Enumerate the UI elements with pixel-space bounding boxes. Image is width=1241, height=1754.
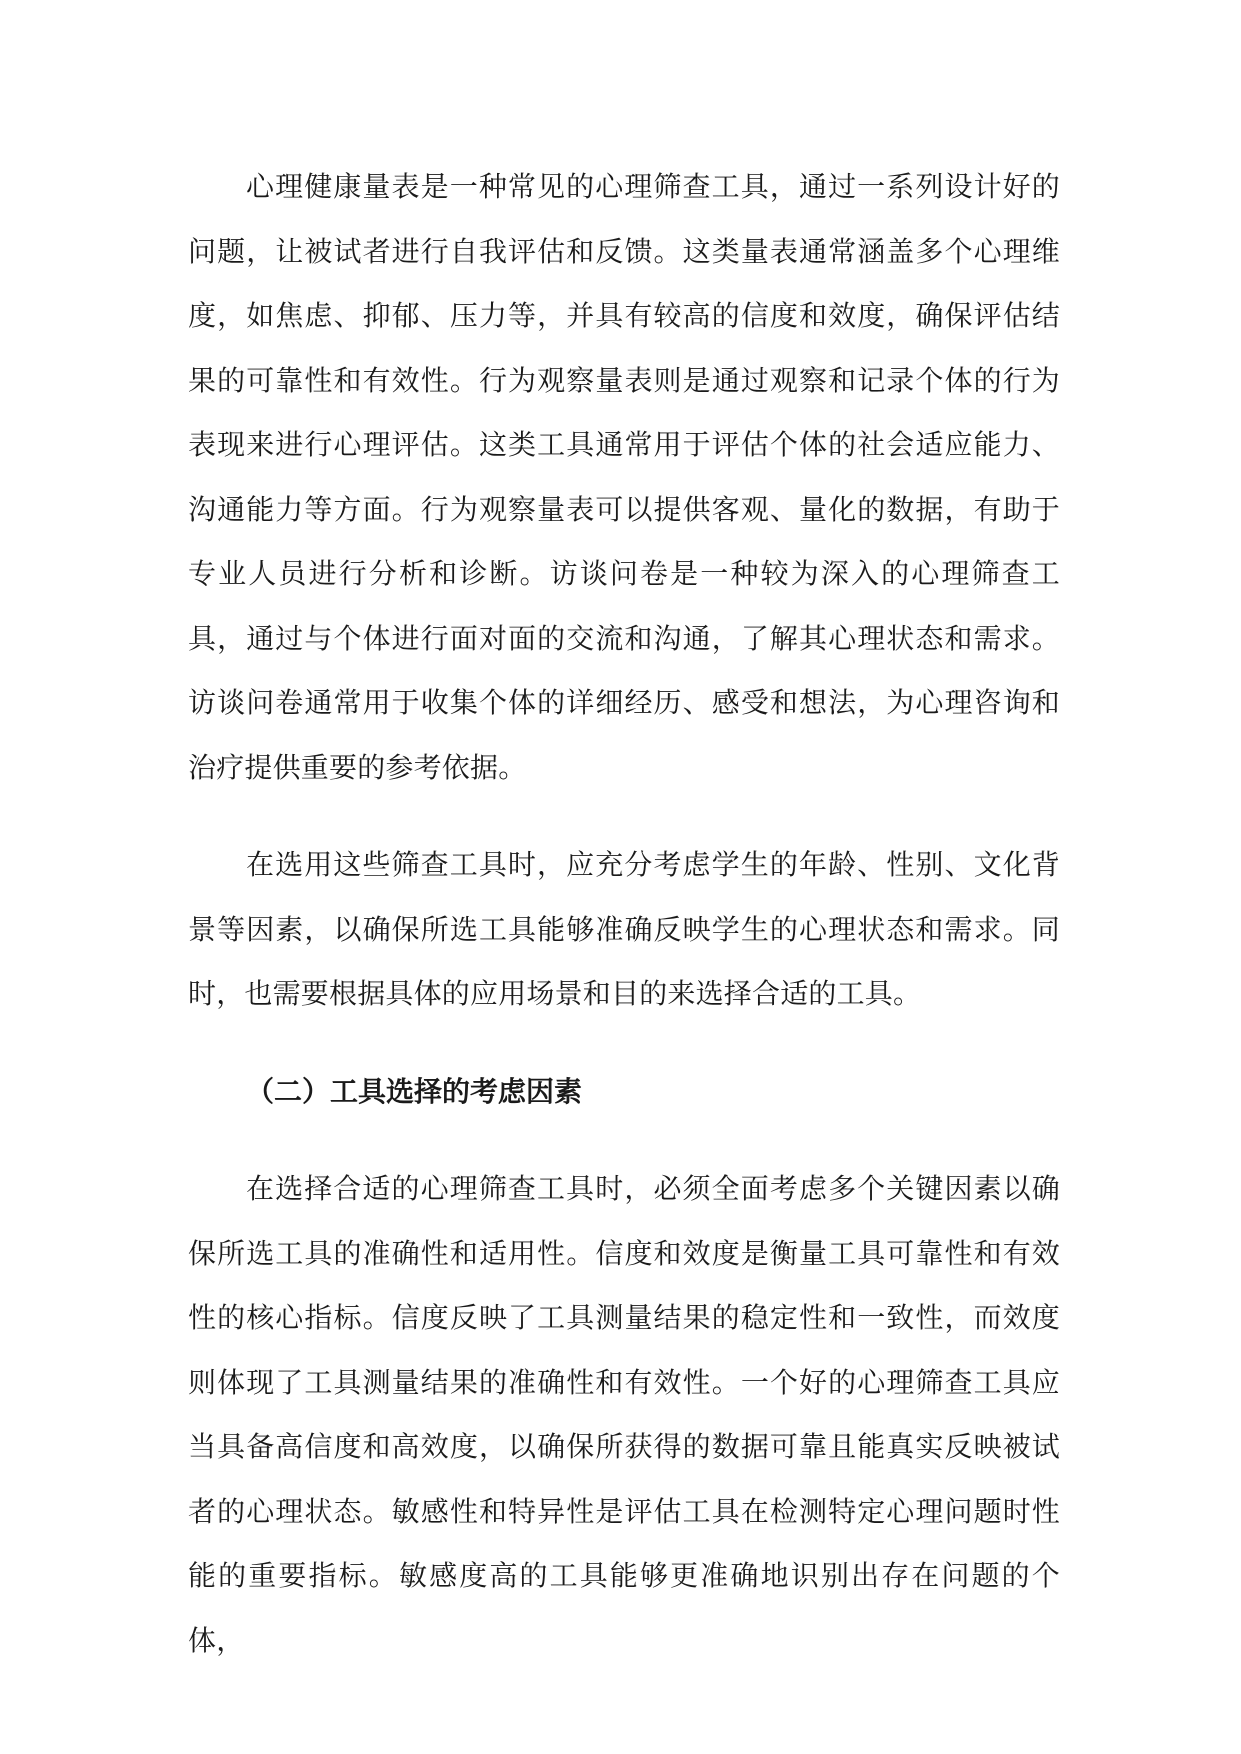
paragraph-screening-tools: 心理健康量表是一种常见的心理筛查工具，通过一系列设计好的问题，让被试者进行自我评估和反馈。这类量表通常涵盖多个心理维度，如焦虑、抑郁、压力等，并具有较高的信度和效度，确保评估结果的可靠性和有效性。行为观察量表则是通过观察和记录个体的行为表现来进行心理评估。这类工具通常用于评估个体的社会适应能力、沟通能力等方面。行为观察量表可以提供客观、量化的数据，有助于专业人员进行分析和诊断。访谈问卷是一种较为深入的心理筛查工具，通过与个体进行面对面的交流和沟通，了解其心理状态和需求。访谈问卷通常用于收集个体的详细经历、感受和想法，为心理咨询和治疗提供重要的参考依据。 xyxy=(188,170,1060,784)
section-heading: （二）工具选择的考虑因素 xyxy=(246,1074,583,1108)
paragraph-selection-factors: 在选择合适的心理筛查工具时，必须全面考虑多个关键因素以确保所选工具的准确性和适用性。信度和效度是衡量工具可靠性和有效性的核心指标。信度反映了工具测量结果的稳定性和一致性，而效度则体现了工具测量结果的准确性和有效性。一个好的心理筛查工具应当具备高信度和高效度，以确保所获得的数据可靠且能真实反映被试者的心理状态。敏感性和特异性是评估工具在检测特定心理问题时性能的重要指标。敏感度高的工具能够更准确地识别出存在问题的个体， xyxy=(188,1172,1060,1657)
paragraph-gap xyxy=(188,1027,1060,1060)
paragraph-tool-selection-considerations: 在选用这些筛查工具时，应充分考虑学生的年龄、性别、文化背景等因素，以确保所选工具能够准确反映学生的心理状态和需求。同时，也需要根据具体的应用场景和目的来选择合适的工具。 xyxy=(188,848,1060,1010)
paragraph-gap xyxy=(188,1124,1060,1157)
document-body xyxy=(188,155,1060,1673)
paragraph-gap xyxy=(188,800,1060,833)
